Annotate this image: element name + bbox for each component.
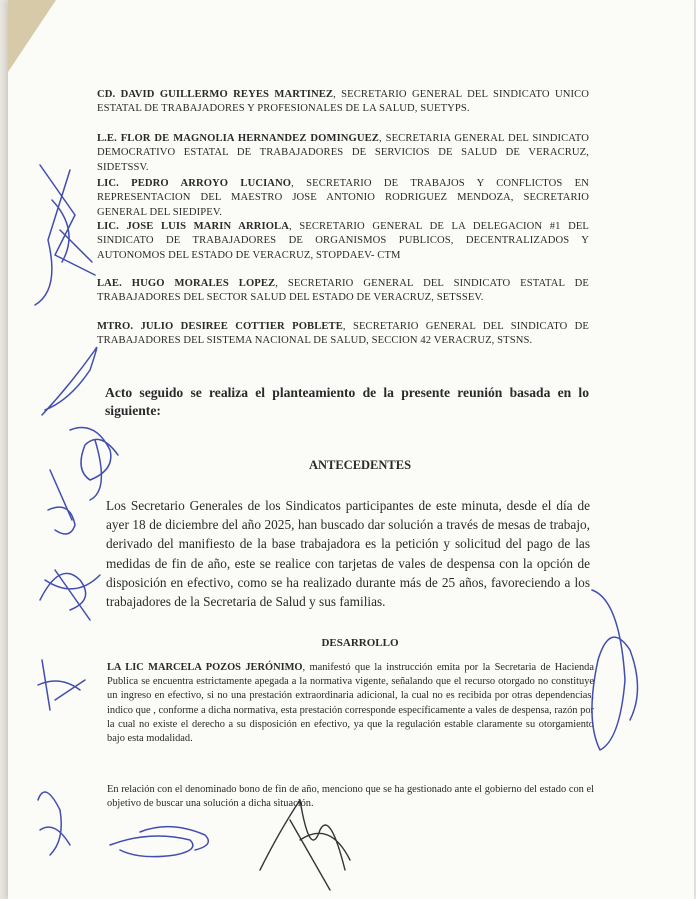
- speaker-name: LA LIC MARCELA POZOS JERÓNIMO: [107, 662, 303, 673]
- speaker-statement: , manifestó que la instrucción emita por la Secretaria de Hacienda Publica se encuentra estrictamente apegada a la normativa vigente, señalando que el recurso otorgado no constituye un ingreso en efectivo, si no una prestación extraordinaria adicional, la cual no es recibida por otras dependencias, indico que , conforme a dicha normativa, esta prestación corresponde específicamente a vales de despensa, razón por la cual no existe el derecho a su disposición en efectivo, ya que la regulación estable claramente su otorgamiento bajo esta modalidad.: [107, 662, 594, 745]
- participant-role: , SECRETARIO GENERAL DEL SINDICATO DE TRABAJADORES DEL SISTEMA NACIONAL DE SALUD, SECCION 42 VERACRUZ, STSNS.: [97, 321, 589, 347]
- participant-role: , SECRETARIA GENERAL DEL SINDICATO DEMOCRATIVO ESTATAL DE TRABAJADORES DE SERVICIOS DE SALUD DE VERACRUZ, SIDETSSV.: [97, 133, 590, 173]
- participant-1: [97, 88, 589, 117]
- participant-name: L.E. FLOR DE MAGNOLIA HERNANDEZ DOMINGUEZ: [97, 133, 379, 144]
- participant-role: , SECRETARIO GENERAL DEL SINDICATO UNICO ESTATAL DE TRABAJADORES Y PROFESIONALES DE LA SALUD, SUETYPS.: [97, 89, 590, 115]
- participant-4: [97, 220, 589, 263]
- participant-3: [97, 177, 589, 220]
- desarrollo-paragraph-2: En relación con el denominado bono de fin de año, menciono que se ha gestionado ante el gobierno del estado con el objetivo de buscar una solución a dicha situación.: [107, 784, 594, 810]
- participant-6: [97, 320, 589, 349]
- participant-name: LIC. JOSE LUIS MARIN ARRIOLA: [97, 221, 289, 232]
- intro-statement: Acto seguido se realiza el planteamiento de la presente reunión basada en lo siguiente:: [105, 385, 589, 418]
- participant-name: LIC. PEDRO ARROYO LUCIANO: [97, 178, 292, 189]
- participant-name: CD. DAVID GUILLERMO REYES MARTINEZ: [97, 89, 334, 100]
- antecedentes-heading: ANTECEDENTES: [308, 458, 412, 472]
- desarrollo-heading: DESARROLLO: [321, 637, 399, 649]
- desarrollo-paragraph-1: [107, 661, 594, 746]
- participant-role: , SECRETARIO GENERAL DE LA DELEGACION #1 DEL SINDICATO DE TRABAJADORES DE ORGANISMOS PUBLICOS, DECENTRALIZADOS Y AUTONOMOS DEL ESTADO DE VERACRUZ, STOPDAEV- CTM: [97, 221, 589, 261]
- participant-role: , SECRETARIO GENERAL DEL SINDICATO ESTATAL DE TRABAJADORES DEL SECTOR SALUD DEL ESTADO DE VERACRUZ, SETSSEV.: [97, 278, 589, 304]
- participant-5: [97, 277, 589, 306]
- participant-name: LAE. HUGO MORALES LOPEZ: [97, 278, 276, 289]
- participant-2: [97, 132, 589, 175]
- antecedentes-body: Los Secretario Generales de los Sindicatos participantes de este minuta, desde el día de ayer 18 de diciembre del año 2025, han buscado dar solución a través de mesas de trabajo, derivado del manifiesto de la base trabajadora es la petición y solicitud del pago de las medidas de fin de año, este se realice con tarjetas de vales de despensa con la opción de disposición en efectivo, como se ha realizado durante más de 25 años, favoreciendo a los trabajadores de la Secretaria de Salud y sus familias.: [106, 498, 590, 610]
- participant-name: MTRO. JULIO DESIREE COTTIER POBLETE: [97, 321, 343, 332]
- participant-role: , SECRETARIO DE TRABAJOS Y CONFLICTOS EN REPRESENTACION DEL MAESTRO JOSE ANTONIO RODRIGUEZ MENDOZA, SECRETARIO GENERAL DEL SIEDIPEV.: [97, 178, 589, 218]
